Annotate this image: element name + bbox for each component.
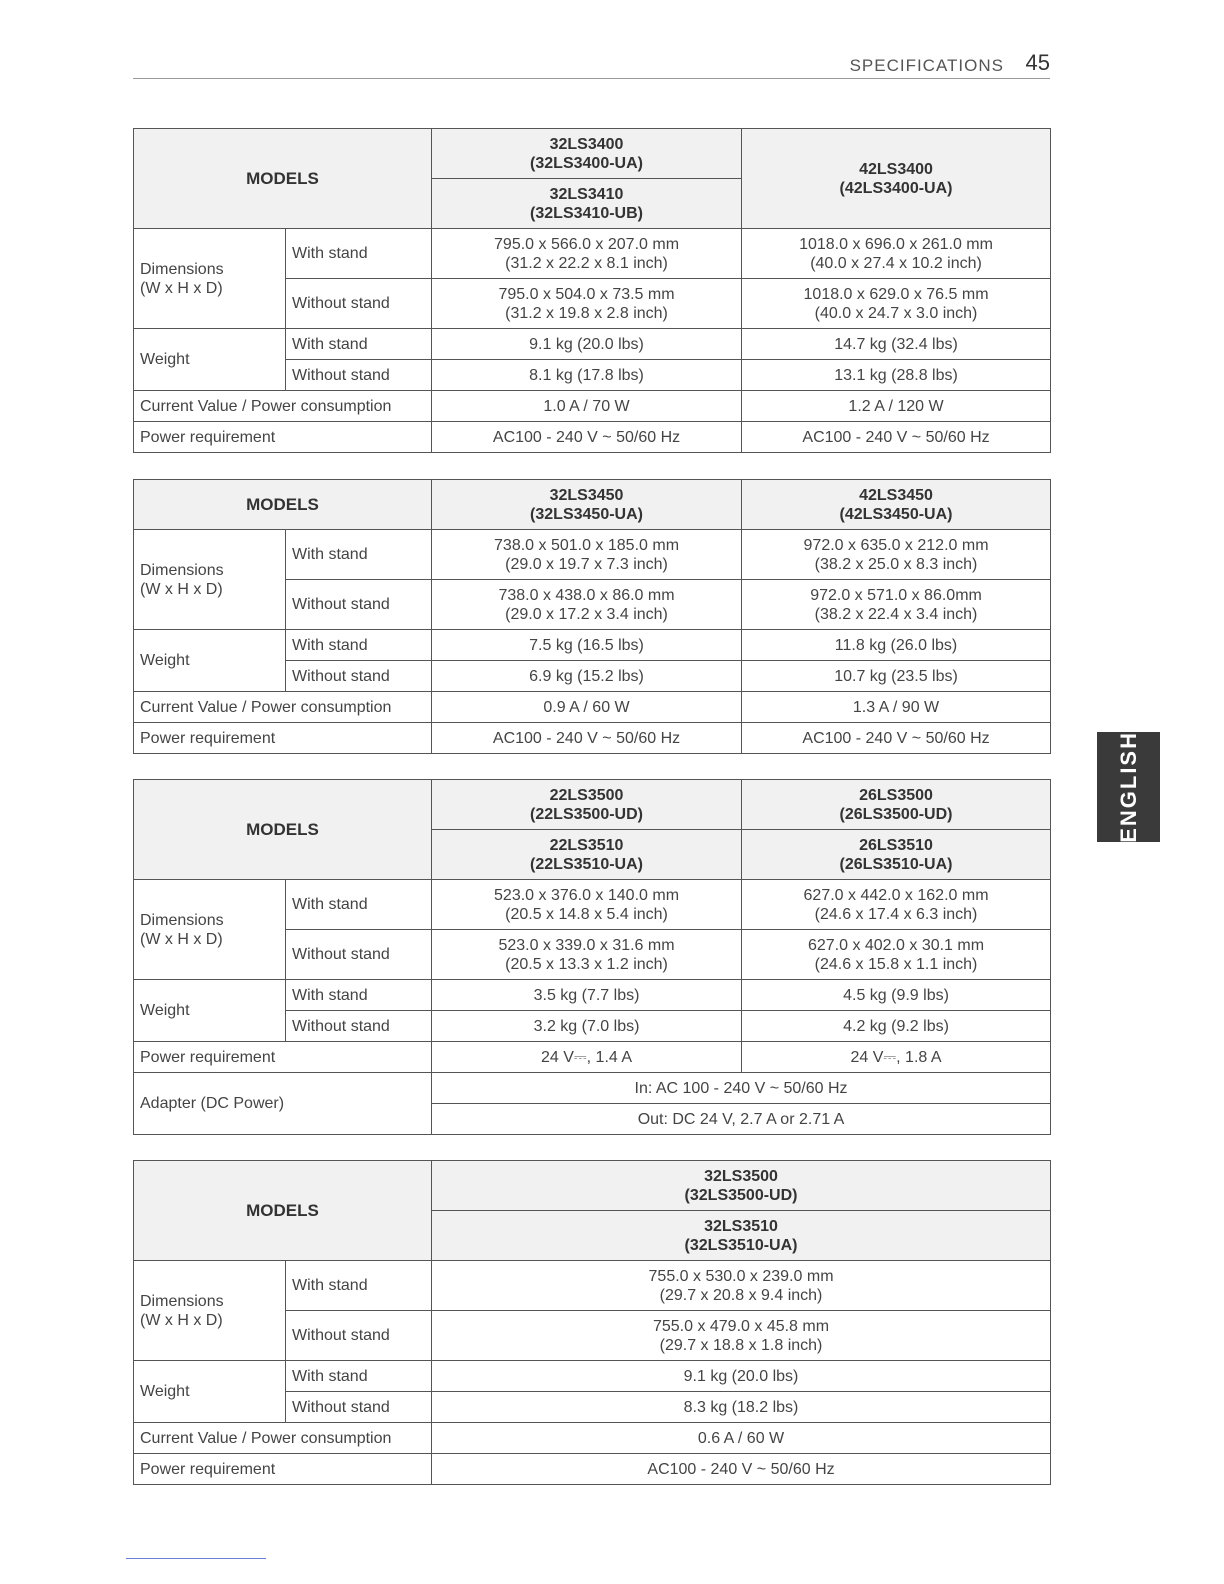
without-stand-label: Without stand — [286, 1011, 432, 1042]
models-header: MODELS — [134, 480, 432, 530]
value-cell: 11.8 kg (26.0 lbs) — [742, 630, 1051, 661]
value-cell: 0.9 A / 60 W — [432, 692, 742, 723]
with-stand-label: With stand — [286, 1361, 432, 1392]
value-cell: 1.3 A / 90 W — [742, 692, 1051, 723]
without-stand-label: Without stand — [286, 580, 432, 630]
value-cell: 1.2 A / 120 W — [742, 391, 1051, 422]
value-cell: 7.5 kg (16.5 lbs) — [432, 630, 742, 661]
weight-label: Weight — [134, 630, 286, 692]
dimensions-label: Dimensions (W x H x D) — [134, 1261, 286, 1361]
value-cell: 627.0 x 442.0 x 162.0 mm (24.6 x 17.4 x 6.3 inch) — [742, 880, 1051, 930]
value-cell: 738.0 x 438.0 x 86.0 mm (29.0 x 17.2 x 3.4 inch) — [432, 580, 742, 630]
value-cell: 3.5 kg (7.7 lbs) — [432, 980, 742, 1011]
without-stand-label: Without stand — [286, 930, 432, 980]
value-cell: AC100 - 240 V ~ 50/60 Hz — [432, 723, 742, 754]
without-stand-label: Without stand — [286, 360, 432, 391]
value-cell: 755.0 x 479.0 x 45.8 mm (29.7 x 18.8 x 1.8 inch) — [432, 1311, 1051, 1361]
value-cell: 1.0 A / 70 W — [432, 391, 742, 422]
value-cell: 8.1 kg (17.8 lbs) — [432, 360, 742, 391]
value-cell: 1018.0 x 629.0 x 76.5 mm (40.0 x 24.7 x 3.0 inch) — [742, 279, 1051, 329]
models-header: MODELS — [134, 129, 432, 229]
spec-table-1 — [133, 128, 1051, 453]
value-cell: 755.0 x 530.0 x 239.0 mm (29.7 x 20.8 x 9.4 inch) — [432, 1261, 1051, 1311]
dimensions-label: Dimensions (W x H x D) — [134, 229, 286, 329]
model-cell: 32LS3500 (32LS3500-UD) — [432, 1161, 1051, 1211]
without-stand-label: Without stand — [286, 661, 432, 692]
value-cell: 9.1 kg (20.0 lbs) — [432, 329, 742, 360]
value-cell: 972.0 x 571.0 x 86.0mm (38.2 x 22.4 x 3.4 inch) — [742, 580, 1051, 630]
value-cell: 8.3 kg (18.2 lbs) — [432, 1392, 1051, 1423]
power-requirement-label: Power requirement — [134, 1454, 432, 1485]
model-cell: 32LS3410 (32LS3410-UB) — [432, 179, 742, 229]
value-cell: 795.0 x 504.0 x 73.5 mm (31.2 x 19.8 x 2.8 inch) — [432, 279, 742, 329]
value-cell: 4.5 kg (9.9 lbs) — [742, 980, 1051, 1011]
language-tab — [1097, 732, 1160, 842]
spec-table-4 — [133, 1160, 1051, 1485]
current-label: Current Value / Power consumption — [134, 692, 432, 723]
model-cell: 32LS3510 (32LS3510-UA) — [432, 1211, 1051, 1261]
value-cell: 523.0 x 376.0 x 140.0 mm (20.5 x 14.8 x 5.4 inch) — [432, 880, 742, 930]
power-requirement-label: Power requirement — [134, 1042, 432, 1073]
value-cell: 738.0 x 501.0 x 185.0 mm (29.0 x 19.7 x 7.3 inch) — [432, 530, 742, 580]
value-cell: Out: DC 24 V, 2.7 A or 2.71 A — [432, 1104, 1051, 1135]
with-stand-label: With stand — [286, 530, 432, 580]
value-cell: AC100 - 240 V ~ 50/60 Hz — [432, 422, 742, 453]
with-stand-label: With stand — [286, 229, 432, 279]
adapter-label: Adapter (DC Power) — [134, 1073, 432, 1135]
weight-label: Weight — [134, 329, 286, 391]
model-cell: 32LS3450 (32LS3450-UA) — [432, 480, 742, 530]
value-cell: 14.7 kg (32.4 lbs) — [742, 329, 1051, 360]
value-cell: In: AC 100 - 240 V ~ 50/60 Hz — [432, 1073, 1051, 1104]
dimensions-label: Dimensions (W x H x D) — [134, 880, 286, 980]
value-cell: 627.0 x 402.0 x 30.1 mm (24.6 x 15.8 x 1.1 inch) — [742, 930, 1051, 980]
value-cell: 24 V⎓, 1.4 A — [432, 1042, 742, 1073]
with-stand-label: With stand — [286, 980, 432, 1011]
weight-label: Weight — [134, 980, 286, 1042]
current-label: Current Value / Power consumption — [134, 1423, 432, 1454]
value-cell: 523.0 x 339.0 x 31.6 mm (20.5 x 13.3 x 1.2 inch) — [432, 930, 742, 980]
value-cell: AC100 - 240 V ~ 50/60 Hz — [742, 422, 1051, 453]
value-cell: 6.9 kg (15.2 lbs) — [432, 661, 742, 692]
models-header: MODELS — [134, 780, 432, 880]
without-stand-label: Without stand — [286, 279, 432, 329]
value-cell: AC100 - 240 V ~ 50/60 Hz — [432, 1454, 1051, 1485]
value-cell: 10.7 kg (23.5 lbs) — [742, 661, 1051, 692]
value-cell: 3.2 kg (7.0 lbs) — [432, 1011, 742, 1042]
with-stand-label: With stand — [286, 880, 432, 930]
value-cell: 972.0 x 635.0 x 212.0 mm (38.2 x 25.0 x 8.3 inch) — [742, 530, 1051, 580]
language-tab-label: ENGLISH — [1115, 731, 1141, 843]
value-cell: 13.1 kg (28.8 lbs) — [742, 360, 1051, 391]
value-cell: 0.6 A / 60 W — [432, 1423, 1051, 1454]
models-header: MODELS — [134, 1161, 432, 1261]
value-cell: 4.2 kg (9.2 lbs) — [742, 1011, 1051, 1042]
page-header — [133, 50, 1050, 79]
spec-table-3 — [133, 779, 1051, 1135]
without-stand-label: Without stand — [286, 1311, 432, 1361]
without-stand-label: Without stand — [286, 1392, 432, 1423]
spec-table-2 — [133, 479, 1051, 754]
value-cell: 24 V⎓, 1.8 A — [742, 1042, 1051, 1073]
model-cell: 22LS3500 (22LS3500-UD) — [432, 780, 742, 830]
value-cell: 795.0 x 566.0 x 207.0 mm (31.2 x 22.2 x 8.1 inch) — [432, 229, 742, 279]
power-requirement-label: Power requirement — [134, 422, 432, 453]
with-stand-label: With stand — [286, 329, 432, 360]
model-cell: 32LS3400 (32LS3400-UA) — [432, 129, 742, 179]
with-stand-label: With stand — [286, 1261, 432, 1311]
value-cell: 1018.0 x 696.0 x 261.0 mm (40.0 x 27.4 x 10.2 inch) — [742, 229, 1051, 279]
model-cell: 26LS3510 (26LS3510-UA) — [742, 830, 1051, 880]
value-cell: 9.1 kg (20.0 lbs) — [432, 1361, 1051, 1392]
current-label: Current Value / Power consumption — [134, 391, 432, 422]
power-requirement-label: Power requirement — [134, 723, 432, 754]
value-cell: AC100 - 240 V ~ 50/60 Hz — [742, 723, 1051, 754]
dimensions-label: Dimensions (W x H x D) — [134, 530, 286, 630]
model-cell: 42LS3400 (42LS3400-UA) — [742, 129, 1051, 229]
section-title: SPECIFICATIONS — [849, 56, 1004, 75]
model-cell: 22LS3510 (22LS3510-UA) — [432, 830, 742, 880]
page-number: 45 — [1025, 50, 1050, 75]
footer-rule — [126, 1558, 266, 1559]
model-cell: 42LS3450 (42LS3450-UA) — [742, 480, 1051, 530]
weight-label: Weight — [134, 1361, 286, 1423]
with-stand-label: With stand — [286, 630, 432, 661]
model-cell: 26LS3500 (26LS3500-UD) — [742, 780, 1051, 830]
